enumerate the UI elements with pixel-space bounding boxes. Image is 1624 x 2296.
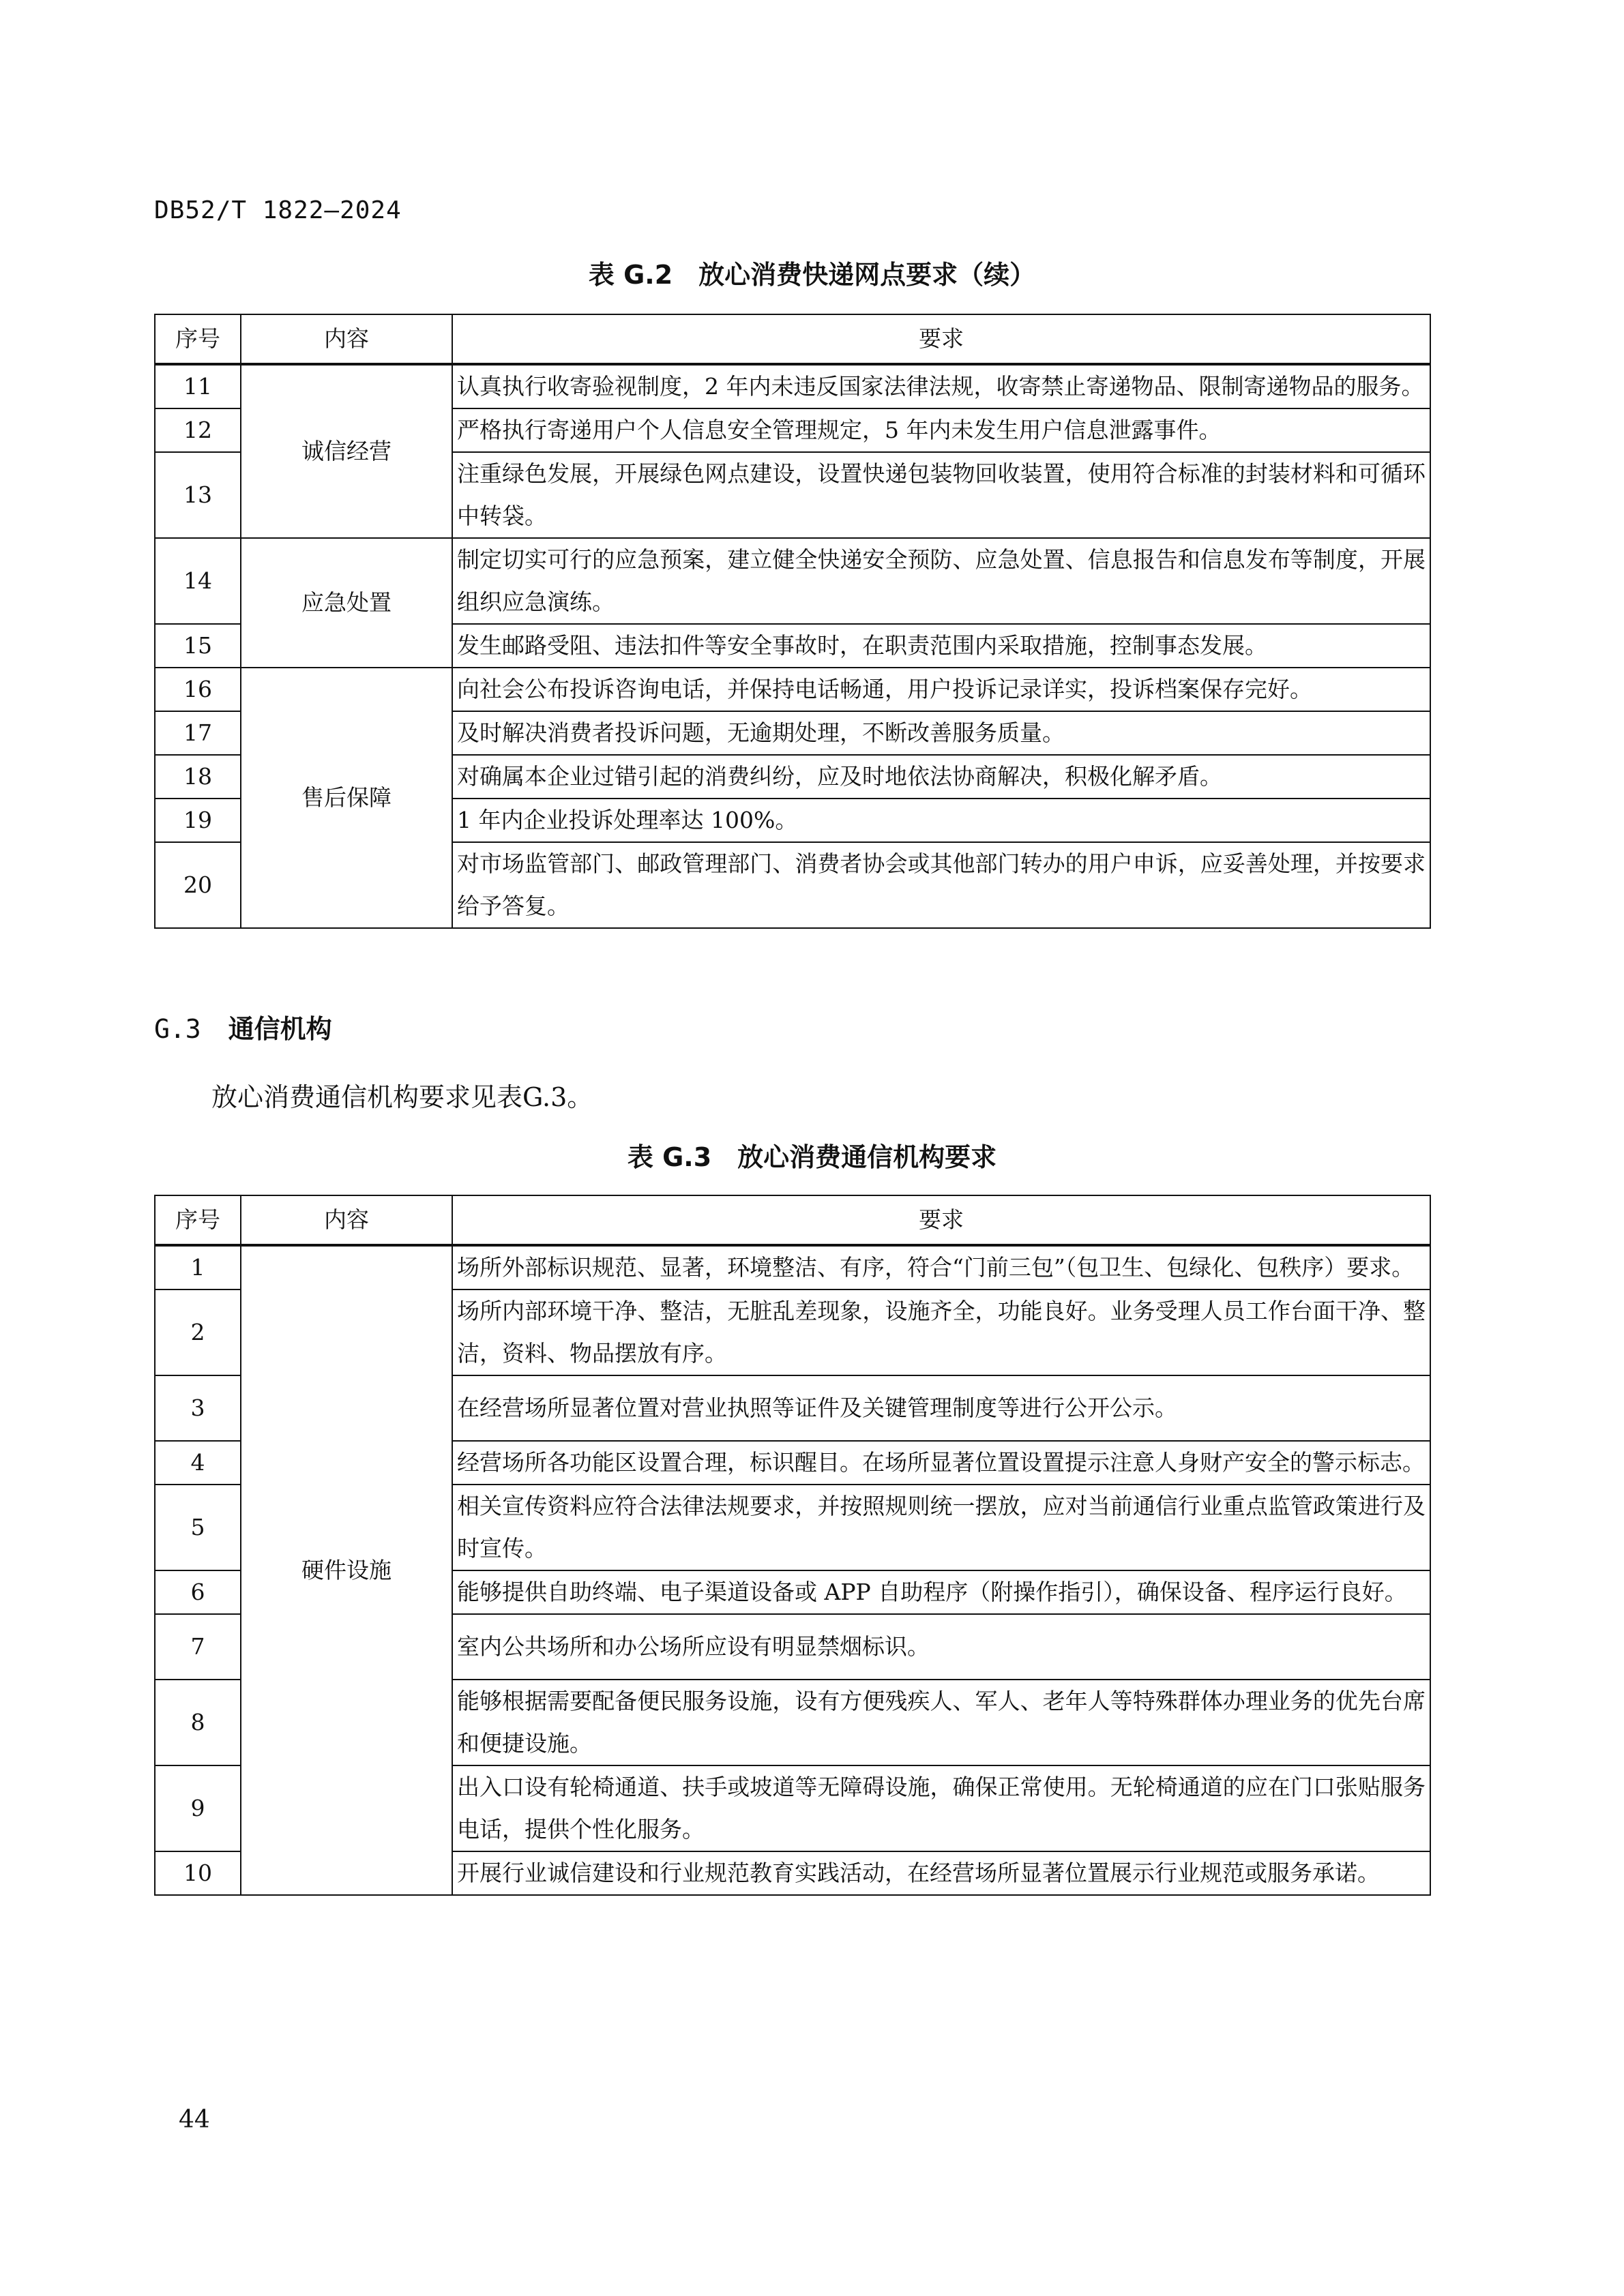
row-requirement: 对市场监管部门、邮政管理部门、消费者协会或其他部门转办的用户申诉，应妥善处理，并按要求给予答复。 [452,842,1430,928]
table-row [155,538,1430,624]
row-no: 6 [155,1570,241,1614]
row-no: 3 [155,1375,241,1441]
row-requirement: 能够根据需要配备便民服务设施，设有方便残疾人、军人、老年人等特殊群体办理业务的优先台席和便捷设施。 [452,1680,1430,1765]
section-title: 通信机构 [228,1014,332,1044]
row-no: 12 [155,408,241,452]
header-requirement: 要求 [452,314,1430,364]
header-content: 内容 [241,314,452,364]
header-no: 序号 [155,1195,241,1245]
row-requirement: 注重绿色发展，开展绿色网点建设，设置快递包装物回收装置，使用符合标准的封装材料和可循环中转袋。 [452,452,1430,538]
row-requirement: 制定切实可行的应急预案，建立健全快递安全预防、应急处置、信息报告和信息发布等制度，开展组织应急演练。 [452,538,1430,624]
table-row [155,364,1430,408]
section-number: G.3 [154,1014,201,1044]
table-header-row [155,314,1430,364]
row-no: 5 [155,1485,241,1570]
row-no: 14 [155,538,241,624]
category-cell: 售后保障 [241,668,452,928]
row-requirement: 1 年内企业投诉处理率达 100%。 [452,799,1430,842]
row-no: 19 [155,799,241,842]
table-g2-caption: 表 G.2 放心消费快递网点要求（续） [588,260,1036,290]
category-cell: 应急处置 [241,538,452,668]
row-no: 8 [155,1680,241,1765]
row-requirement: 出入口设有轮椅通道、扶手或坡道等无障碍设施，确保正常使用。无轮椅通道的应在门口张贴服务电话，提供个性化服务。 [452,1765,1430,1851]
row-no: 1 [155,1245,241,1289]
row-requirement: 能够提供自助终端、电子渠道设备或 APP 自助程序（附操作指引），确保设备、程序运行良好。 [452,1570,1430,1614]
table-header-row [155,1195,1430,1245]
row-no: 4 [155,1441,241,1485]
table-g2 [154,314,1431,929]
row-no: 20 [155,842,241,928]
standard-code: DB52/T 1822—2024 [154,196,402,224]
row-requirement: 开展行业诚信建设和行业规范教育实践活动，在经营场所显著位置展示行业规范或服务承诺。 [452,1851,1430,1895]
header-content: 内容 [241,1195,452,1245]
row-requirement: 场所外部标识规范、显著，环境整洁、有序，符合“门前三包”（包卫生、包绿化、包秩序）要求。 [452,1245,1430,1289]
row-no: 17 [155,711,241,755]
row-requirement: 严格执行寄递用户个人信息安全管理规定，5 年内未发生用户信息泄露事件。 [452,408,1430,452]
row-no: 16 [155,668,241,711]
row-no: 7 [155,1614,241,1680]
row-no: 18 [155,755,241,799]
table-g3-caption: 表 G.3 放心消费通信机构要求 [627,1142,997,1172]
section-heading [154,1008,332,1045]
row-requirement: 在经营场所显著位置对营业执照等证件及关键管理制度等进行公开公示。 [452,1375,1430,1441]
row-requirement: 对确属本企业过错引起的消费纠纷，应及时地依法协商解决，积极化解矛盾。 [452,755,1430,799]
header-requirement: 要求 [452,1195,1430,1245]
row-requirement: 经营场所各功能区设置合理，标识醒目。在场所显著位置设置提示注意人身财产安全的警示标志。 [452,1441,1430,1485]
row-requirement: 及时解决消费者投诉问题，无逾期处理，不断改善服务质量。 [452,711,1430,755]
row-requirement: 室内公共场所和办公场所应设有明显禁烟标识。 [452,1614,1430,1680]
category-cell: 硬件设施 [241,1245,452,1895]
page-number: 44 [179,2106,210,2134]
row-no: 10 [155,1851,241,1895]
row-no: 13 [155,452,241,538]
row-requirement: 认真执行收寄验视制度，2 年内未违反国家法律法规，收寄禁止寄递物品、限制寄递物品的服务。 [452,364,1430,408]
table-g3 [154,1195,1431,1896]
row-no: 2 [155,1289,241,1375]
table-row [155,1245,1430,1289]
table-row [155,668,1430,711]
row-no: 11 [155,364,241,408]
row-requirement: 场所内部环境干净、整洁，无脏乱差现象，设施齐全，功能良好。业务受理人员工作台面干净、整洁，资料、物品摆放有序。 [452,1289,1430,1375]
row-requirement: 发生邮路受阻、违法扣件等安全事故时，在职责范围内采取措施，控制事态发展。 [452,624,1430,668]
category-cell: 诚信经营 [241,364,452,538]
row-requirement: 向社会公布投诉咨询电话，并保持电话畅通，用户投诉记录详实，投诉档案保存完好。 [452,668,1430,711]
header-no: 序号 [155,314,241,364]
body-paragraph: 放心消费通信机构要求见表G.3。 [211,1082,593,1112]
row-requirement: 相关宣传资料应符合法律法规要求，并按照规则统一摆放，应对当前通信行业重点监管政策进行及时宣传。 [452,1485,1430,1570]
row-no: 9 [155,1765,241,1851]
row-no: 15 [155,624,241,668]
